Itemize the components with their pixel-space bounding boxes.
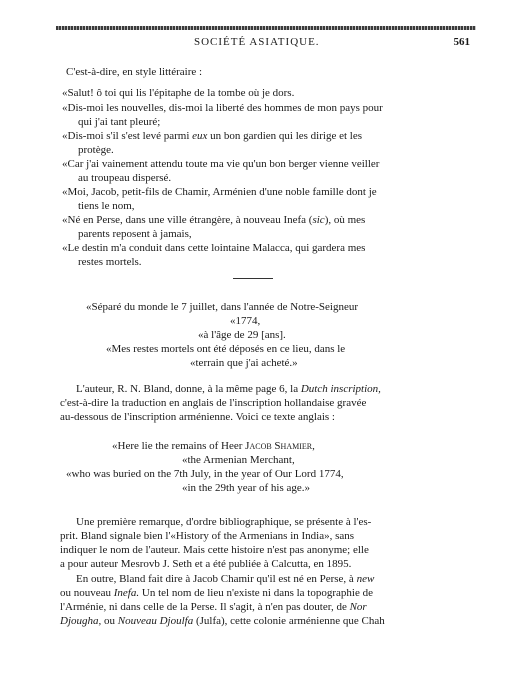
- verse-line: «Dis-moi les nouvelles, dis-moi la liberté des hommes de mon pays pour: [62, 102, 383, 114]
- verse-line: «Le destin m'a conduit dans cette lointaine Malacca, qui gardera mes: [62, 242, 366, 254]
- paragraph-line: L'auteur, R. N. Bland, donne, à la même page 6, la Dutch inscription,: [76, 383, 381, 395]
- paragraph-line: ou nouveau Inefa. Un tel nom de lieu n'existe ni dans la topographie de: [60, 587, 373, 599]
- verse-line: «Salut! ô toi qui lis l'épitaphe de la tombe où je dors.: [62, 87, 295, 99]
- page-header: [60, 36, 470, 52]
- verse-line: protège.: [78, 144, 114, 156]
- paragraph-line: indiquer le nom de l'auteur. Mais cette histoire n'est pas anonyme; elle: [60, 544, 369, 556]
- paragraph-line: En outre, Bland fait dire à Jacob Chamir qu'il est né en Perse, à new: [76, 573, 375, 585]
- page-number: 561: [453, 36, 470, 48]
- paragraph-line: Djougha, ou Nouveau Djoulfa (Julfa), cette colonie arménienne que Chah: [60, 615, 385, 627]
- verse-line: tiens le nom,: [78, 200, 135, 212]
- verse-line: restes mortels.: [78, 256, 142, 268]
- paragraph-line: Une première remarque, d'ordre bibliographique, se présente à l'es-: [76, 516, 372, 528]
- paragraph-line: c'est-à-dire la traduction en anglais de l'inscription hollandaise gravée: [60, 397, 367, 409]
- english-line: «who was buried on the 7th July, in the year of Our Lord 1774,: [66, 468, 344, 480]
- verse-intro: C'est-à-dire, en style littéraire :: [66, 66, 203, 78]
- scan-top-border: [56, 26, 476, 30]
- verse-line: «Car j'ai vainement attendu toute ma vie qu'un bon berger vienne veiller: [62, 158, 380, 170]
- paragraph-line: au-dessous de l'inscription arménienne. Voici ce texte anglais :: [60, 411, 335, 423]
- paragraph-line: prit. Bland signale bien l'«History of the Armenians in India», sans: [60, 530, 355, 542]
- verse-line: parents reposent à jamais,: [78, 228, 192, 240]
- epitaph-line: «Séparé du monde le 7 juillet, dans l'année de Notre-Seigneur: [86, 301, 359, 313]
- verse-line: «Né en Perse, dans une ville étrangère, à nouveau Inefa (sic), où mes: [62, 214, 366, 226]
- paragraph-line: l'Arménie, ni dans celle de la Perse. Il s'agit, à n'en pas douter, de Nor: [60, 601, 367, 613]
- english-line: «the Armenian Merchant,: [182, 454, 295, 466]
- verse-line: qui j'ai tant pleuré;: [78, 116, 161, 128]
- epitaph-line: «Mes restes mortels ont été déposés en ce lieu, dans le: [106, 343, 346, 355]
- section-separator: [233, 278, 273, 279]
- verse-line: au troupeau dispersé.: [78, 172, 172, 184]
- english-line: «Here lie the remains of Heer Jacob Shamier,: [112, 440, 315, 452]
- epitaph-line: «terrain que j'ai acheté.»: [190, 357, 298, 369]
- english-line: «in the 29th year of his age.»: [182, 482, 310, 494]
- verse-line: «Dis-moi s'il s'est levé parmi eux un bon gardien qui les dirige et les: [62, 130, 362, 142]
- epitaph-line: «à l'âge de 29 [ans].: [198, 329, 286, 341]
- verse-line: «Moi, Jacob, petit-fils de Chamir, Arménien d'une noble famille dont je: [62, 186, 377, 198]
- paragraph-line: a pour auteur Mesrovb J. Seth et a été publiée à Calcutta, en 1895.: [60, 558, 352, 570]
- running-title: SOCIÉTÉ ASIATIQUE.: [194, 36, 320, 48]
- epitaph-line: «1774,: [230, 315, 261, 327]
